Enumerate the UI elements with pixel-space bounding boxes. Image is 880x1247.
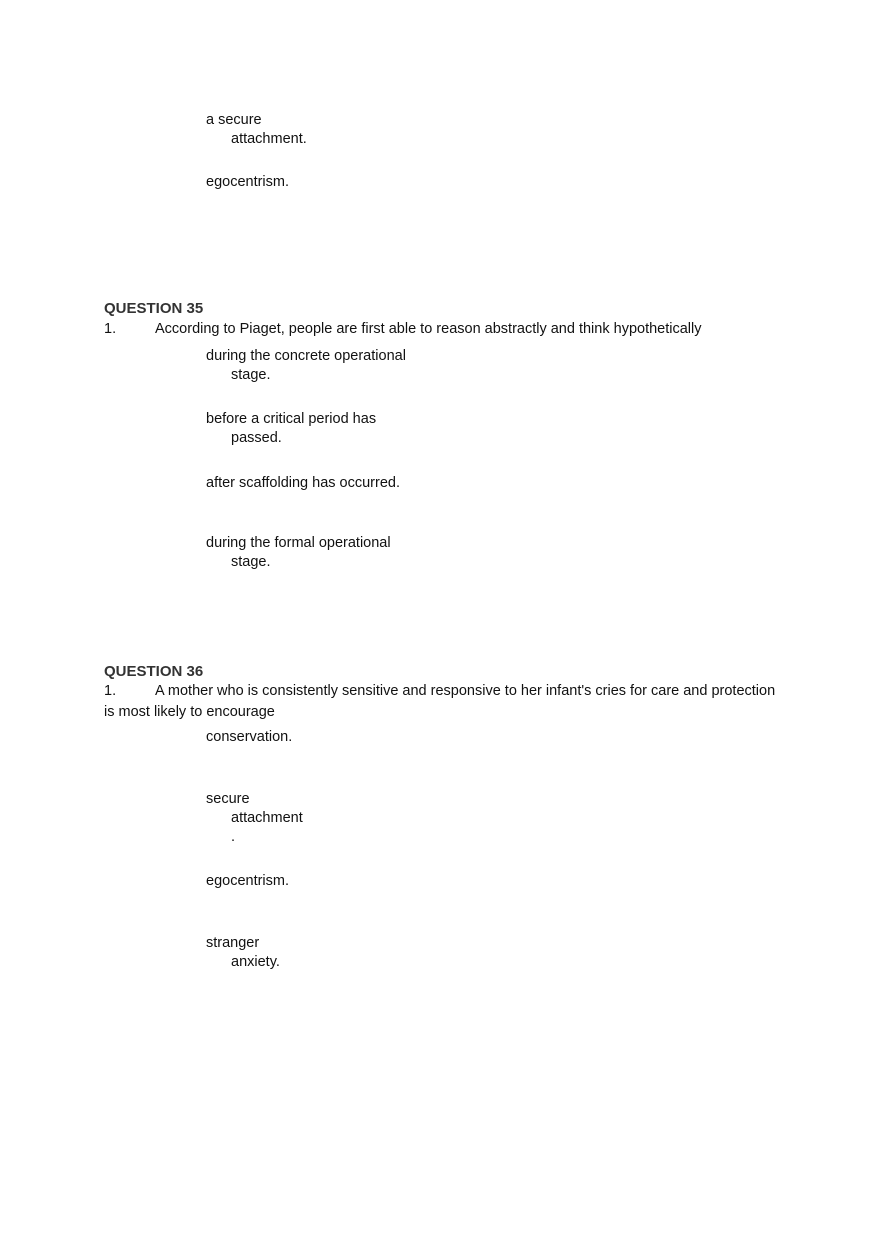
- q35-option-4-line2: stage.: [231, 554, 271, 570]
- question-36-heading: QUESTION 36: [104, 663, 204, 680]
- question-35-number: 1.: [104, 321, 117, 337]
- q36-option-2-line3: .: [231, 829, 236, 845]
- q35-option-2-line2: passed.: [231, 430, 282, 446]
- q35-option-1-line2: stage.: [231, 367, 271, 383]
- question-36-text-line1: A mother who is consistently sensitive and responsive to her infant's cries for care and protection: [155, 683, 776, 699]
- q35-option-2-line1: before a critical period has: [206, 411, 377, 427]
- q36-option-2-line2: attachment: [231, 810, 303, 826]
- q36-option-4-line2: anxiety.: [231, 954, 280, 970]
- prev-option-2-line1: egocentrism.: [206, 174, 290, 190]
- question-35-text: According to Piaget, people are first able to reason abstractly and think hypothetically: [155, 321, 702, 337]
- prev-option-1-line2: attachment.: [231, 131, 307, 147]
- q36-option-2-line1: secure: [206, 791, 250, 807]
- q36-option-1-line1: conservation.: [206, 729, 293, 745]
- question-35-heading: QUESTION 35: [104, 300, 204, 317]
- q36-option-4-line1: stranger: [206, 935, 260, 951]
- q35-option-3-line1: after scaffolding has occurred.: [206, 475, 400, 491]
- question-36-number: 1.: [104, 683, 117, 699]
- question-36-text-line2: is most likely to encourage: [104, 704, 275, 720]
- q35-option-4-line1: during the formal operational: [206, 535, 391, 551]
- q36-option-3-line1: egocentrism.: [206, 873, 290, 889]
- q35-option-1-line1: during the concrete operational: [206, 348, 406, 364]
- prev-option-1-line1: a secure: [206, 112, 262, 128]
